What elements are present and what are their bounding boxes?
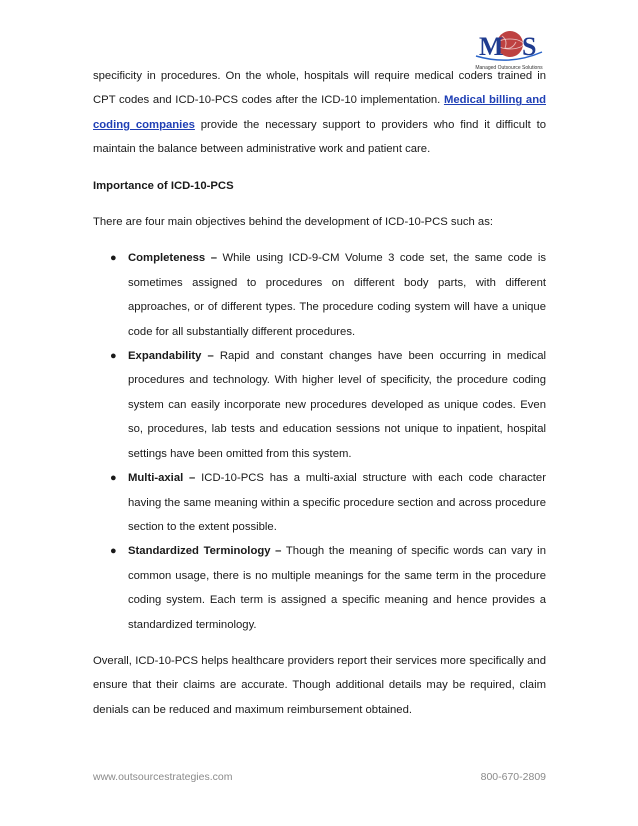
document-body [93, 64, 546, 722]
footer-website: www.outsourcestrategies.com [93, 771, 233, 783]
section-heading: Importance of ICD-10-PCS [93, 179, 234, 192]
bullet-icon: ● [110, 350, 117, 363]
logo-letter-m: M [479, 32, 504, 61]
objective-text: While using ICD-9-CM Volume 3 code set, the same code is sometimes assigned to procedures on different body parts, with different approaches, or of different types. The procedure coding system will have a unique code for all substantially different procedures. [128, 252, 546, 338]
objective-text: Rapid and constant changes have been occurring in medical procedures and technology. With higher level of specificity, the procedure coding system can easily incorporate new procedures developed as unique codes. Even so, procedures, lab tests and education sessions not unique to inpatient, hospital settings have been omitted from this system. [128, 350, 546, 460]
objective-term: Expandability – [128, 350, 214, 363]
objective-term: Standardized Terminology – [128, 545, 282, 558]
logo-letter-s: S [522, 32, 537, 61]
logo-tagline: Managed Outsource Solutions [475, 65, 543, 71]
objectives-list [93, 246, 546, 637]
intro-paragraph [93, 64, 546, 162]
conclusion-paragraph: Overall, ICD-10-PCS helps healthcare providers report their services more specifically and ensure that their claims are accurate. Though additional details may be required, claim denials can be reduced and maximum reimbursement obtained. [93, 654, 546, 716]
intro-text-end: provide the necessary support to providers who find it difficult to maintain the balance between administrative work and patient care. [93, 118, 546, 156]
objective-text: ICD-10-PCS has a multi-axial structure with each code character having the same meaning within a specific procedure section and across procedure section to the extent possible. [128, 472, 546, 533]
list-item [93, 539, 546, 637]
objective-term: Completeness – [128, 252, 217, 265]
objective-text: Though the meaning of specific words can vary in common usage, there is no multiple meanings for the same term in the procedure coding system. Each term is assigned a specific meaning and hence provides a standardized terminology. [128, 545, 546, 631]
list-item [93, 344, 546, 466]
intro-text-start: specificity in procedures. On the whole, hospitals will require medical coders trained in CPT codes and ICD-10-PCS codes after the ICD-10 implementation. [93, 70, 546, 107]
bullet-icon: ● [110, 545, 117, 558]
footer-phone: 800-670-2809 [480, 771, 546, 783]
lead-sentence: There are four main objectives behind the development of ICD-10-PCS such as: [93, 216, 493, 229]
medical-billing-link[interactable]: Medical billing and coding companies [93, 94, 547, 131]
list-item [93, 246, 546, 344]
bullet-icon: ● [110, 252, 117, 265]
objective-term: Multi-axial – [128, 472, 196, 485]
bullet-icon: ● [110, 472, 117, 485]
list-item [93, 466, 546, 539]
